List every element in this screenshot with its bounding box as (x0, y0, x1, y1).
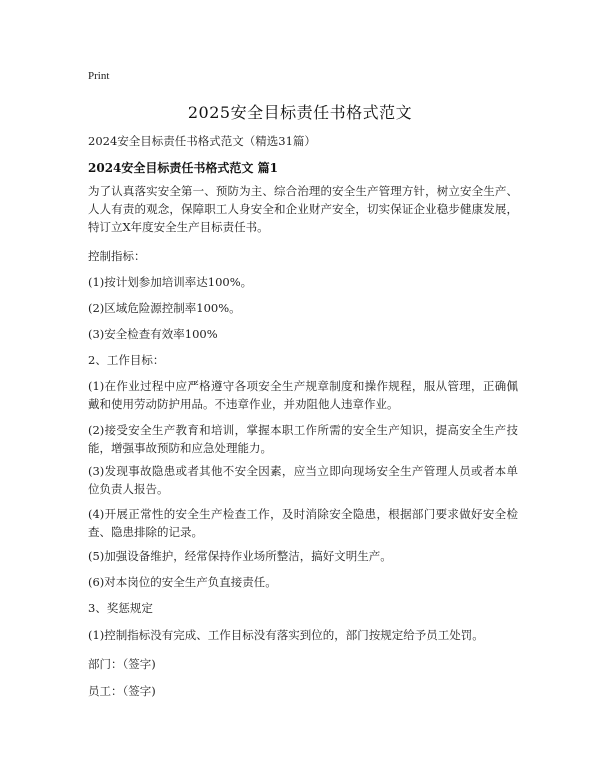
work-goals-heading: 2、工作目标： (88, 353, 165, 367)
indicator-item: (2)区域危险源控制率100%。 (88, 301, 241, 315)
control-indicators-heading: 控制指标： (88, 249, 146, 263)
work-goal-item: (3)发现事故隐患或者其他不安全因素，应当立即向现场安全生产管理人员或者本单位负责人报告。 (88, 464, 518, 496)
document-subtitle: 2024安全目标责任书格式范文（精选31篇） (88, 134, 316, 148)
indicator-item: (1)按计划参加培训率达100%。 (88, 275, 253, 289)
work-goal-item: (5)加强设备维护，经常保持作业场所整洁，搞好文明生产。 (88, 549, 392, 563)
section-heading: 2024安全目标责任书格式范文 篇1 (88, 161, 278, 175)
employee-signature-line: 员工：（签字) (88, 684, 156, 698)
work-goal-item: (1)在作业过程中应严格遵守各项安全生产规章制度和操作规程，服从管理，正确佩戴和使用劳动防护用品。不违章作业，并劝阻他人违章作业。 (88, 379, 518, 411)
department-signature-line: 部门：（签字) (88, 657, 156, 671)
rewards-penalties-item: (1)控制指标没有完成、工作目标没有落实到位的，部门按规定给予员工处罚。 (88, 628, 484, 642)
work-goal-item: (2)接受安全生产教育和培训，掌握本职工作所需的安全生产知识，提高安全生产技能，增强事故预防和应急处理能力。 (88, 423, 518, 455)
work-goal-item: (6)对本岗位的安全生产负直接责任。 (88, 575, 277, 589)
document-title: 2025安全目标责任书格式范文 (187, 103, 413, 122)
work-goal-item: (4)开展正常性的安全生产检查工作，及时消除安全隐患，根据部门要求做好安全检查、隐患排除的记录。 (88, 507, 518, 539)
rewards-penalties-heading: 3、奖惩规定 (88, 601, 153, 615)
indicator-item: (3)安全检查有效率100% (88, 327, 218, 341)
print-label: Print (88, 70, 110, 82)
intro-paragraph: 为了认真落实安全第一、预防为主、综合治理的安全生产管理方针，树立安全生产、人人有责的观念，保障职工人身安全和企业财产安全，切实保证企业稳步健康发展，特订立X年度安全生产目标责任书。 (88, 184, 518, 234)
